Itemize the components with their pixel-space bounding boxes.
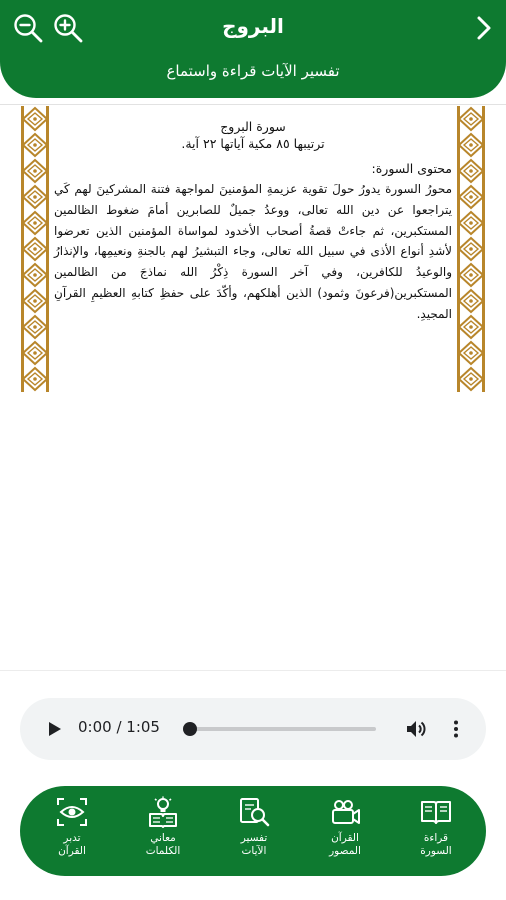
more-options-button[interactable] (444, 717, 468, 741)
audio-player (20, 698, 486, 760)
chevron-right-icon (468, 12, 500, 44)
surah-title: سورة البروج (220, 119, 286, 134)
surah-meta: ترتيبها ٨٥ مكية آياتها ٢٢ آية. (181, 136, 325, 151)
book-open-icon (419, 796, 453, 828)
app-header (0, 0, 506, 98)
content-body: محورُ السورة يدورُ حولَ تقوية عزيمةِ المؤمنينَ لمواجهة فتنة المشركينَ لهم كَي يتراجعوا عن دين الله تعالى، ووعدُ جميلٌ للصابرين أمامَ ضغوط الظالمين المستكبرين، ثم جاءتْ قصةُ أصحاب الأخدود لمواساة المؤمنين الذين تعرضوا لأشدِ أنواع الأذى في سبيل الله تعالى، وجاء التبشيرُ لهم بالجنةِ ونعيمِها، والإنذارُ والوعيدُ للكافرين، وفي آخر السورة ذِكْرُ الله نماذجَ من الظالمين المستكبرين(فرعونَ وثمود) الذين أهلكهم، وأكّدَ على حفظِ كتابهِ العظيمِ القرآنِ المجيدِ. (54, 182, 452, 321)
volume-button[interactable] (404, 717, 428, 741)
video-camera-icon (328, 796, 362, 828)
nav-contemplate-quran[interactable] (37, 796, 107, 870)
page-title: البروج (222, 14, 284, 38)
seek-thumb[interactable] (183, 722, 197, 736)
lightbulb-book-icon (146, 796, 180, 828)
ornament-border-right-icon (456, 106, 486, 392)
volume-icon (404, 717, 428, 741)
eye-scan-icon (55, 796, 89, 828)
back-button[interactable] (468, 12, 500, 44)
nav-tafsir[interactable] (219, 796, 289, 870)
more-vertical-icon (444, 717, 468, 741)
header-divider (0, 104, 506, 105)
surah-page (20, 106, 486, 392)
playback-time: 0:00 / 1:05 (78, 718, 160, 736)
play-button[interactable] (42, 717, 66, 741)
ornament-border-left-icon (20, 106, 50, 392)
bottom-nav (20, 786, 486, 876)
nav-read-surah-label: قراءة السورة (420, 832, 452, 857)
content-divider (0, 670, 506, 671)
nav-word-meanings[interactable] (128, 796, 198, 870)
seek-slider[interactable] (186, 727, 376, 731)
nav-illustrated-quran[interactable] (310, 796, 380, 870)
nav-illustrated-quran-label: القرآن المصور (329, 832, 361, 857)
nav-read-surah[interactable] (401, 796, 471, 870)
play-icon (42, 717, 66, 741)
nav-word-meanings-label: معاني الكلمات (145, 832, 181, 857)
surah-text (54, 118, 452, 386)
document-search-icon (237, 796, 271, 828)
nav-contemplate-quran-label: تدبر القرآن (58, 832, 86, 857)
content-heading: محتوى السورة: (371, 161, 452, 176)
page-subtitle: تفسير الآيات قراءة واستماع (166, 62, 340, 80)
nav-tafsir-label: تفسير الآيات (240, 832, 268, 857)
